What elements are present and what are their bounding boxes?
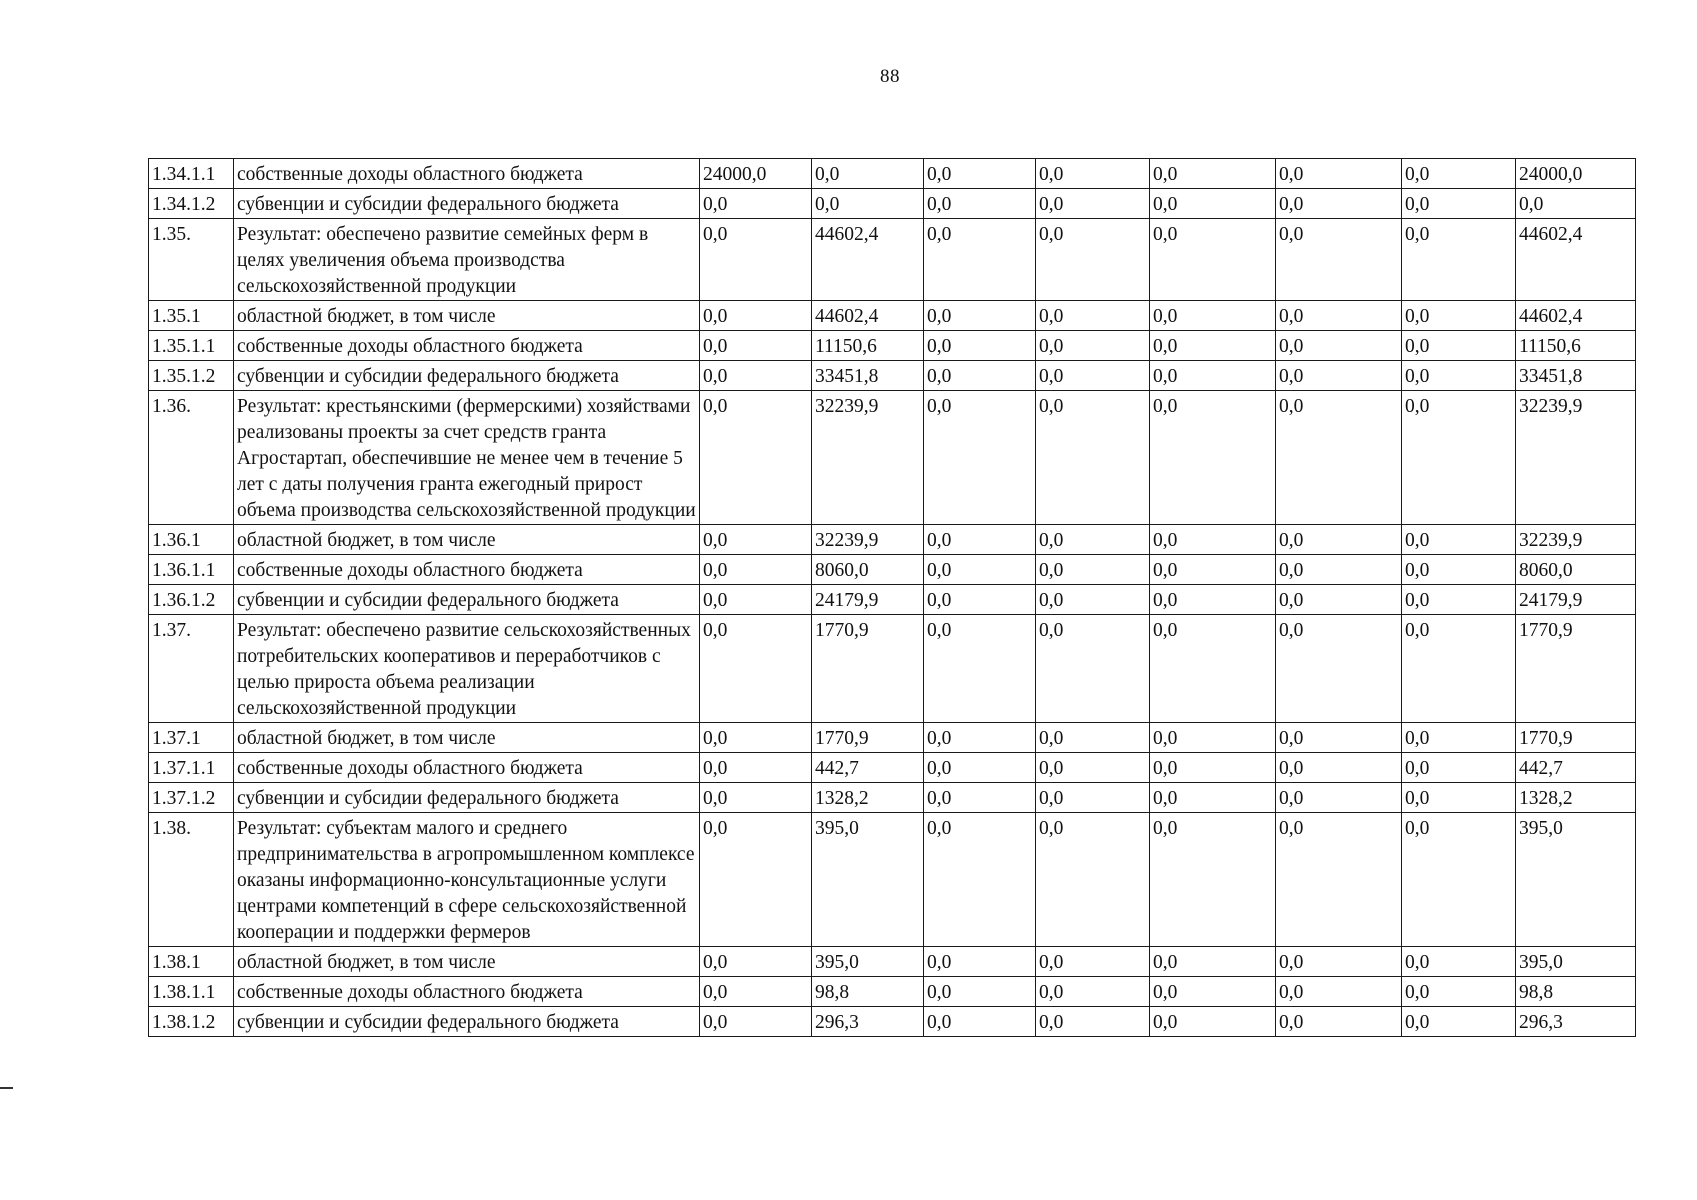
row-value: 0,0 — [1276, 391, 1402, 525]
row-value: 0,0 — [1036, 331, 1150, 361]
row-value: 0,0 — [1276, 525, 1402, 555]
row-code: 1.36.1.1 — [149, 555, 234, 585]
row-value: 0,0 — [1402, 753, 1516, 783]
row-value: 0,0 — [1402, 615, 1516, 723]
row-code: 1.37.1 — [149, 723, 234, 753]
row-value: 0,0 — [1276, 585, 1402, 615]
row-value: 0,0 — [1150, 723, 1276, 753]
row-value: 296,3 — [812, 1007, 924, 1037]
row-code: 1.36.1.2 — [149, 585, 234, 615]
row-value: 0,0 — [924, 585, 1036, 615]
row-value: 0,0 — [1276, 219, 1402, 301]
row-value: 0,0 — [1036, 615, 1150, 723]
row-value: 8060,0 — [812, 555, 924, 585]
row-description: собственные доходы областного бюджета — [234, 977, 700, 1007]
row-value: 0,0 — [700, 331, 812, 361]
table-row — [149, 361, 1636, 391]
table-row — [149, 947, 1636, 977]
row-description: Результат: обеспечено развитие семейных ферм в целях увеличения объема производства сельскохозяйственной продукции — [234, 219, 700, 301]
row-total-value: 1328,2 — [1516, 783, 1636, 813]
row-total-value: 98,8 — [1516, 977, 1636, 1007]
row-description: субвенции и субсидии федерального бюджета — [234, 783, 700, 813]
table-row — [149, 615, 1636, 723]
row-value: 0,0 — [1402, 361, 1516, 391]
row-value: 0,0 — [1150, 331, 1276, 361]
row-value: 0,0 — [700, 977, 812, 1007]
row-value: 0,0 — [700, 189, 812, 219]
row-description: Результат: субъектам малого и среднего предпринимательства в агропромышленном комплексе оказаны информационно-консультационные услуги центрами компетенций в сфере сельскохозяйственной кооперации и поддержки фермеров — [234, 813, 700, 947]
row-value: 1770,9 — [812, 723, 924, 753]
row-value: 0,0 — [1402, 585, 1516, 615]
row-code: 1.38.1.2 — [149, 1007, 234, 1037]
row-value: 0,0 — [1402, 977, 1516, 1007]
page-number: 88 — [880, 66, 900, 87]
row-value: 0,0 — [700, 555, 812, 585]
row-value: 0,0 — [1150, 555, 1276, 585]
row-value: 0,0 — [1276, 331, 1402, 361]
table-body — [149, 159, 1636, 1037]
row-value: 0,0 — [1150, 615, 1276, 723]
row-description: собственные доходы областного бюджета — [234, 555, 700, 585]
row-value: 0,0 — [1402, 159, 1516, 189]
row-code: 1.35.1.1 — [149, 331, 234, 361]
row-description: областной бюджет, в том числе — [234, 525, 700, 555]
row-value: 0,0 — [700, 525, 812, 555]
row-value: 0,0 — [700, 813, 812, 947]
row-value: 442,7 — [812, 753, 924, 783]
row-value: 0,0 — [1276, 189, 1402, 219]
row-value: 0,0 — [700, 723, 812, 753]
row-value: 0,0 — [812, 159, 924, 189]
row-value: 0,0 — [924, 1007, 1036, 1037]
row-description: субвенции и субсидии федерального бюджета — [234, 361, 700, 391]
row-value: 0,0 — [1402, 525, 1516, 555]
row-value: 0,0 — [924, 159, 1036, 189]
row-description: субвенции и субсидии федерального бюджета — [234, 189, 700, 219]
table-row — [149, 1007, 1636, 1037]
row-value: 0,0 — [924, 391, 1036, 525]
row-value: 0,0 — [1276, 615, 1402, 723]
row-value: 0,0 — [700, 615, 812, 723]
table-row — [149, 585, 1636, 615]
row-value: 0,0 — [700, 585, 812, 615]
row-total-value: 24179,9 — [1516, 585, 1636, 615]
row-value: 0,0 — [924, 753, 1036, 783]
row-total-value: 44602,4 — [1516, 219, 1636, 301]
budget-table — [148, 158, 1636, 1037]
row-total-value: 32239,9 — [1516, 525, 1636, 555]
row-code: 1.38. — [149, 813, 234, 947]
row-value: 0,0 — [1036, 219, 1150, 301]
row-value: 0,0 — [1150, 159, 1276, 189]
row-code: 1.36. — [149, 391, 234, 525]
row-value: 0,0 — [1150, 301, 1276, 331]
row-value: 0,0 — [1276, 1007, 1402, 1037]
table-row — [149, 813, 1636, 947]
row-value: 395,0 — [812, 947, 924, 977]
row-value: 0,0 — [1402, 391, 1516, 525]
row-value: 0,0 — [1036, 813, 1150, 947]
row-value: 0,0 — [1150, 753, 1276, 783]
row-value: 0,0 — [1036, 977, 1150, 1007]
row-value: 0,0 — [1036, 783, 1150, 813]
row-value: 0,0 — [1036, 361, 1150, 391]
row-value: 0,0 — [1036, 1007, 1150, 1037]
row-value: 0,0 — [924, 947, 1036, 977]
table-row — [149, 977, 1636, 1007]
row-value: 0,0 — [1276, 555, 1402, 585]
row-total-value: 44602,4 — [1516, 301, 1636, 331]
row-value: 33451,8 — [812, 361, 924, 391]
row-value: 1770,9 — [812, 615, 924, 723]
table-row — [149, 753, 1636, 783]
table-row — [149, 301, 1636, 331]
row-value: 0,0 — [1402, 331, 1516, 361]
row-value: 0,0 — [1276, 301, 1402, 331]
row-value: 0,0 — [1276, 159, 1402, 189]
row-value: 0,0 — [924, 525, 1036, 555]
table-row — [149, 219, 1636, 301]
row-value: 0,0 — [1402, 301, 1516, 331]
table-row — [149, 723, 1636, 753]
row-total-value: 8060,0 — [1516, 555, 1636, 585]
table-row — [149, 189, 1636, 219]
row-code: 1.37.1.1 — [149, 753, 234, 783]
row-code: 1.35.1.2 — [149, 361, 234, 391]
row-value: 0,0 — [1276, 723, 1402, 753]
table-row — [149, 555, 1636, 585]
table-row — [149, 783, 1636, 813]
row-value: 0,0 — [1150, 219, 1276, 301]
row-value: 0,0 — [1402, 1007, 1516, 1037]
row-value: 0,0 — [924, 813, 1036, 947]
row-value: 0,0 — [1276, 753, 1402, 783]
row-value: 0,0 — [924, 361, 1036, 391]
row-value: 0,0 — [1150, 813, 1276, 947]
row-description: Результат: крестьянскими (фермерскими) хозяйствами реализованы проекты за счет средств гранта Агростартап, обеспечившие не менее чем в течение 5 лет с даты получения гранта ежегодный прирост объема производства сельскохозяйственной продукции — [234, 391, 700, 525]
row-value: 0,0 — [700, 219, 812, 301]
row-value: 0,0 — [1036, 159, 1150, 189]
scan-margin-mark — [0, 1087, 13, 1089]
row-value: 0,0 — [1150, 391, 1276, 525]
row-value: 0,0 — [1402, 783, 1516, 813]
table-row — [149, 391, 1636, 525]
row-value: 0,0 — [1150, 947, 1276, 977]
row-value: 0,0 — [1150, 977, 1276, 1007]
row-value: 32239,9 — [812, 391, 924, 525]
row-value: 0,0 — [924, 977, 1036, 1007]
row-value: 0,0 — [1402, 189, 1516, 219]
row-total-value: 442,7 — [1516, 753, 1636, 783]
row-value: 32239,9 — [812, 525, 924, 555]
row-value: 0,0 — [1276, 783, 1402, 813]
row-value: 44602,4 — [812, 301, 924, 331]
row-total-value: 32239,9 — [1516, 391, 1636, 525]
row-code: 1.34.1.2 — [149, 189, 234, 219]
row-total-value: 395,0 — [1516, 947, 1636, 977]
row-description: областной бюджет, в том числе — [234, 947, 700, 977]
row-value: 0,0 — [1150, 585, 1276, 615]
row-value: 11150,6 — [812, 331, 924, 361]
row-value: 0,0 — [1150, 1007, 1276, 1037]
row-code: 1.34.1.1 — [149, 159, 234, 189]
row-total-value: 395,0 — [1516, 813, 1636, 947]
row-value: 0,0 — [1036, 947, 1150, 977]
row-value: 0,0 — [924, 555, 1036, 585]
row-value: 44602,4 — [812, 219, 924, 301]
row-total-value: 33451,8 — [1516, 361, 1636, 391]
row-value: 0,0 — [924, 331, 1036, 361]
row-value: 0,0 — [1036, 189, 1150, 219]
row-total-value: 1770,9 — [1516, 723, 1636, 753]
row-value: 0,0 — [700, 301, 812, 331]
row-value: 0,0 — [924, 189, 1036, 219]
row-value: 0,0 — [700, 783, 812, 813]
row-value: 0,0 — [1036, 585, 1150, 615]
row-description: собственные доходы областного бюджета — [234, 159, 700, 189]
row-value: 0,0 — [1402, 723, 1516, 753]
row-value: 0,0 — [1402, 947, 1516, 977]
row-value: 0,0 — [1150, 361, 1276, 391]
row-value: 0,0 — [924, 301, 1036, 331]
row-value: 0,0 — [1150, 783, 1276, 813]
row-value: 0,0 — [924, 219, 1036, 301]
row-value: 0,0 — [812, 189, 924, 219]
row-value: 0,0 — [1036, 753, 1150, 783]
row-value: 0,0 — [1036, 301, 1150, 331]
row-value: 0,0 — [924, 723, 1036, 753]
row-code: 1.36.1 — [149, 525, 234, 555]
row-value: 0,0 — [1036, 391, 1150, 525]
row-total-value: 0,0 — [1516, 189, 1636, 219]
row-total-value: 296,3 — [1516, 1007, 1636, 1037]
row-value: 24179,9 — [812, 585, 924, 615]
row-value: 0,0 — [1402, 219, 1516, 301]
row-total-value: 11150,6 — [1516, 331, 1636, 361]
row-description: субвенции и субсидии федерального бюджета — [234, 1007, 700, 1037]
table-row — [149, 525, 1636, 555]
row-value: 0,0 — [700, 947, 812, 977]
row-total-value: 1770,9 — [1516, 615, 1636, 723]
row-code: 1.37.1.2 — [149, 783, 234, 813]
row-value: 0,0 — [1276, 813, 1402, 947]
row-description: областной бюджет, в том числе — [234, 301, 700, 331]
row-value: 24000,0 — [700, 159, 812, 189]
row-value: 1328,2 — [812, 783, 924, 813]
row-value: 0,0 — [700, 1007, 812, 1037]
row-code: 1.37. — [149, 615, 234, 723]
row-value: 0,0 — [924, 783, 1036, 813]
row-value: 0,0 — [1150, 189, 1276, 219]
row-description: областной бюджет, в том числе — [234, 723, 700, 753]
row-total-value: 24000,0 — [1516, 159, 1636, 189]
row-value: 0,0 — [1036, 723, 1150, 753]
row-description: субвенции и субсидии федерального бюджета — [234, 585, 700, 615]
row-value: 0,0 — [1036, 555, 1150, 585]
row-value: 0,0 — [1402, 813, 1516, 947]
row-code: 1.38.1.1 — [149, 977, 234, 1007]
row-value: 395,0 — [812, 813, 924, 947]
row-value: 0,0 — [1276, 977, 1402, 1007]
row-description: собственные доходы областного бюджета — [234, 331, 700, 361]
row-value: 0,0 — [700, 361, 812, 391]
row-value: 0,0 — [1276, 947, 1402, 977]
row-description: собственные доходы областного бюджета — [234, 753, 700, 783]
row-value: 0,0 — [924, 615, 1036, 723]
table-row — [149, 159, 1636, 189]
row-value: 0,0 — [1150, 525, 1276, 555]
row-description: Результат: обеспечено развитие сельскохозяйственных потребительских кооперативов и переработчиков с целью прироста объема реализации сельскохозяйственной продукции — [234, 615, 700, 723]
row-value: 0,0 — [1036, 525, 1150, 555]
table-row — [149, 331, 1636, 361]
row-value: 0,0 — [1402, 555, 1516, 585]
row-value: 0,0 — [1276, 361, 1402, 391]
row-value: 0,0 — [700, 391, 812, 525]
row-code: 1.38.1 — [149, 947, 234, 977]
row-code: 1.35.1 — [149, 301, 234, 331]
row-value: 98,8 — [812, 977, 924, 1007]
row-value: 0,0 — [700, 753, 812, 783]
row-code: 1.35. — [149, 219, 234, 301]
